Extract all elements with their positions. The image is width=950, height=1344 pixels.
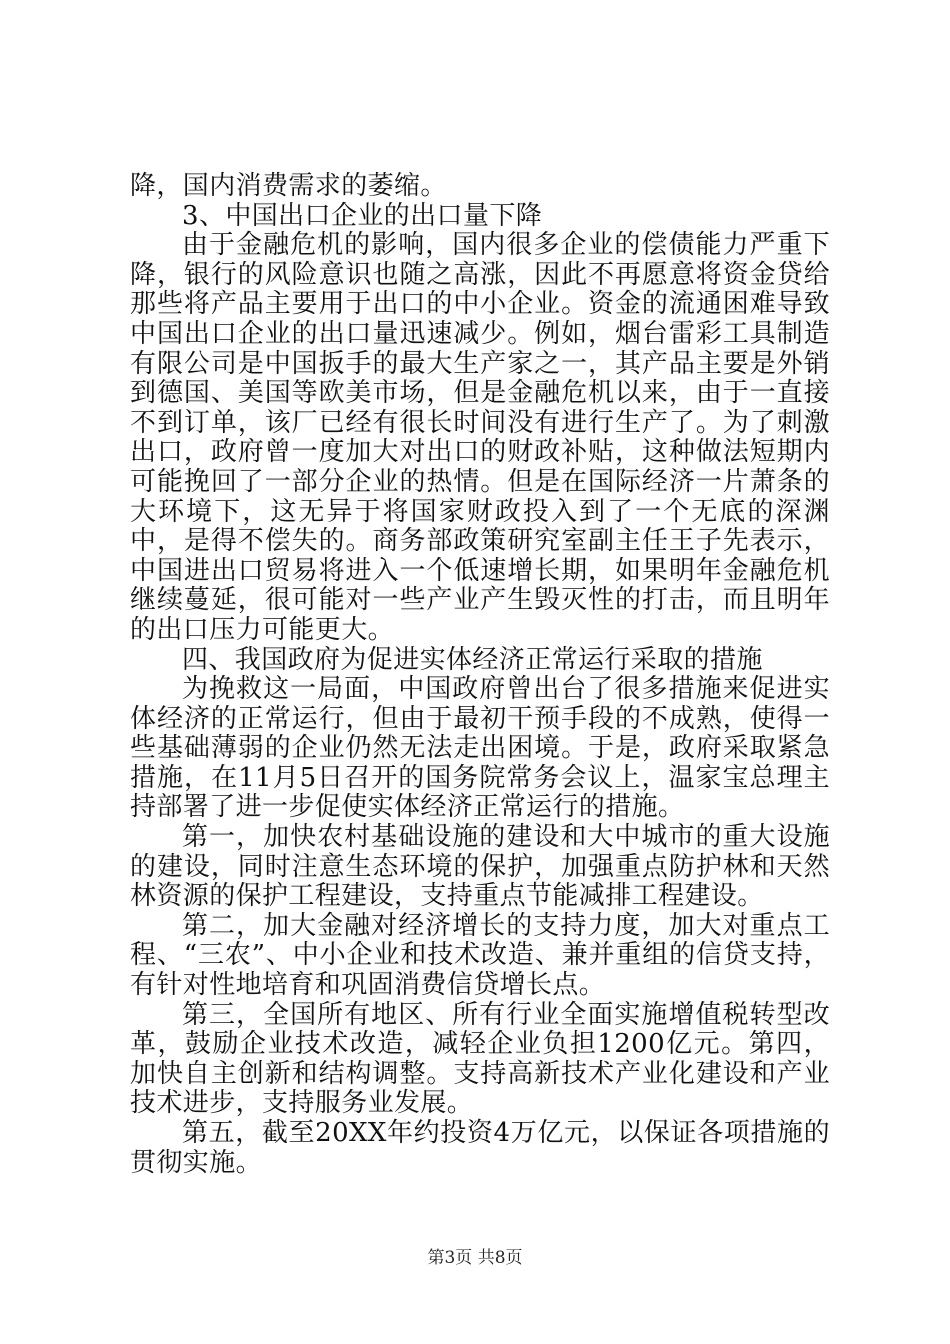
paragraph-8: 第三，全国所有地区、所有行业全面实施增值税转型改革，鼓励企业技术改造，减轻企业负担1200亿元。第四，加快自主创新和结构调整。支持高新技术产业化建设和产业技术进步，支持服务业发展。 [130, 999, 830, 1119]
document-body [130, 172, 830, 1178]
paragraph-1: 降，国内消费需求的萎缩。 [130, 171, 447, 201]
paragraph-6: 第一，加快农村基础设施的建设和大中城市的重大设施的建设，同时注意生态环境的保护，加强重点防护林和天然林资源的保护工程建设，支持重点节能减排工程建设。 [130, 822, 830, 912]
paragraph-3: 由于金融危机的影响，国内很多企业的偿债能力严重下降，银行的风险意识也随之高涨，因此不再愿意将资金贷给那些将产品主要用于出口的中小企业。资金的流通困难导致中国出口企业的出口量迅速减少。例如，烟台雷彩工具制造有限公司是中国扳手的最大生产家之一，其产品主要是外销到德国、美国等欧美市场，但是金融危机以来，由于一直接不到订单，该厂已经有很长时间没有进行生产了。为了刺激出口，政府曾一度加大对出口的财政补贴，这种做法短期内可能挽回了一部分企业的热情。但是在国际经济一片萧条的大环境下，这无异于将国家财政投入到了一个无底的深渊中，是得不偿失的。商务部政策研究室副主任王子先表示，中国进出口贸易将进入一个低速增长期，如果明年金融危机继续蔓延，很可能对一些产业产生毁灭性的打击，而且明年的出口压力可能更大。 [130, 230, 830, 645]
paragraph-4-heading: 四、我国政府为促进实体经济正常运行采取的措施 [182, 644, 763, 675]
paragraph-5: 为挽救这一局面，中国政府曾出台了很多措施来促进实体经济的正常运行，但由于最初干预手段的不成熟，使得一些基础薄弱的企业仍然无法走出困境。于是，政府采取紧急措施，在11月5日召开的国务院常务会议上，温家宝总理主持部署了进一步促使实体经济正常运行的措施。 [130, 674, 830, 823]
paragraph-2-heading: 3、中国出口企业的出口量下降 [182, 200, 543, 231]
paragraph-9: 第五，截至20XX年约投资4万亿元，以保证各项措施的贯彻实施。 [130, 1118, 830, 1178]
paragraph-7: 第二，加大金融对经济增长的支持力度，加大对重点工程、“三农”、中小企业和技术改造、兼并重组的信贷支持，有针对性地培育和巩固消费信贷增长点。 [130, 910, 830, 1001]
page-footer: 第3页 共8页 [427, 1248, 523, 1268]
